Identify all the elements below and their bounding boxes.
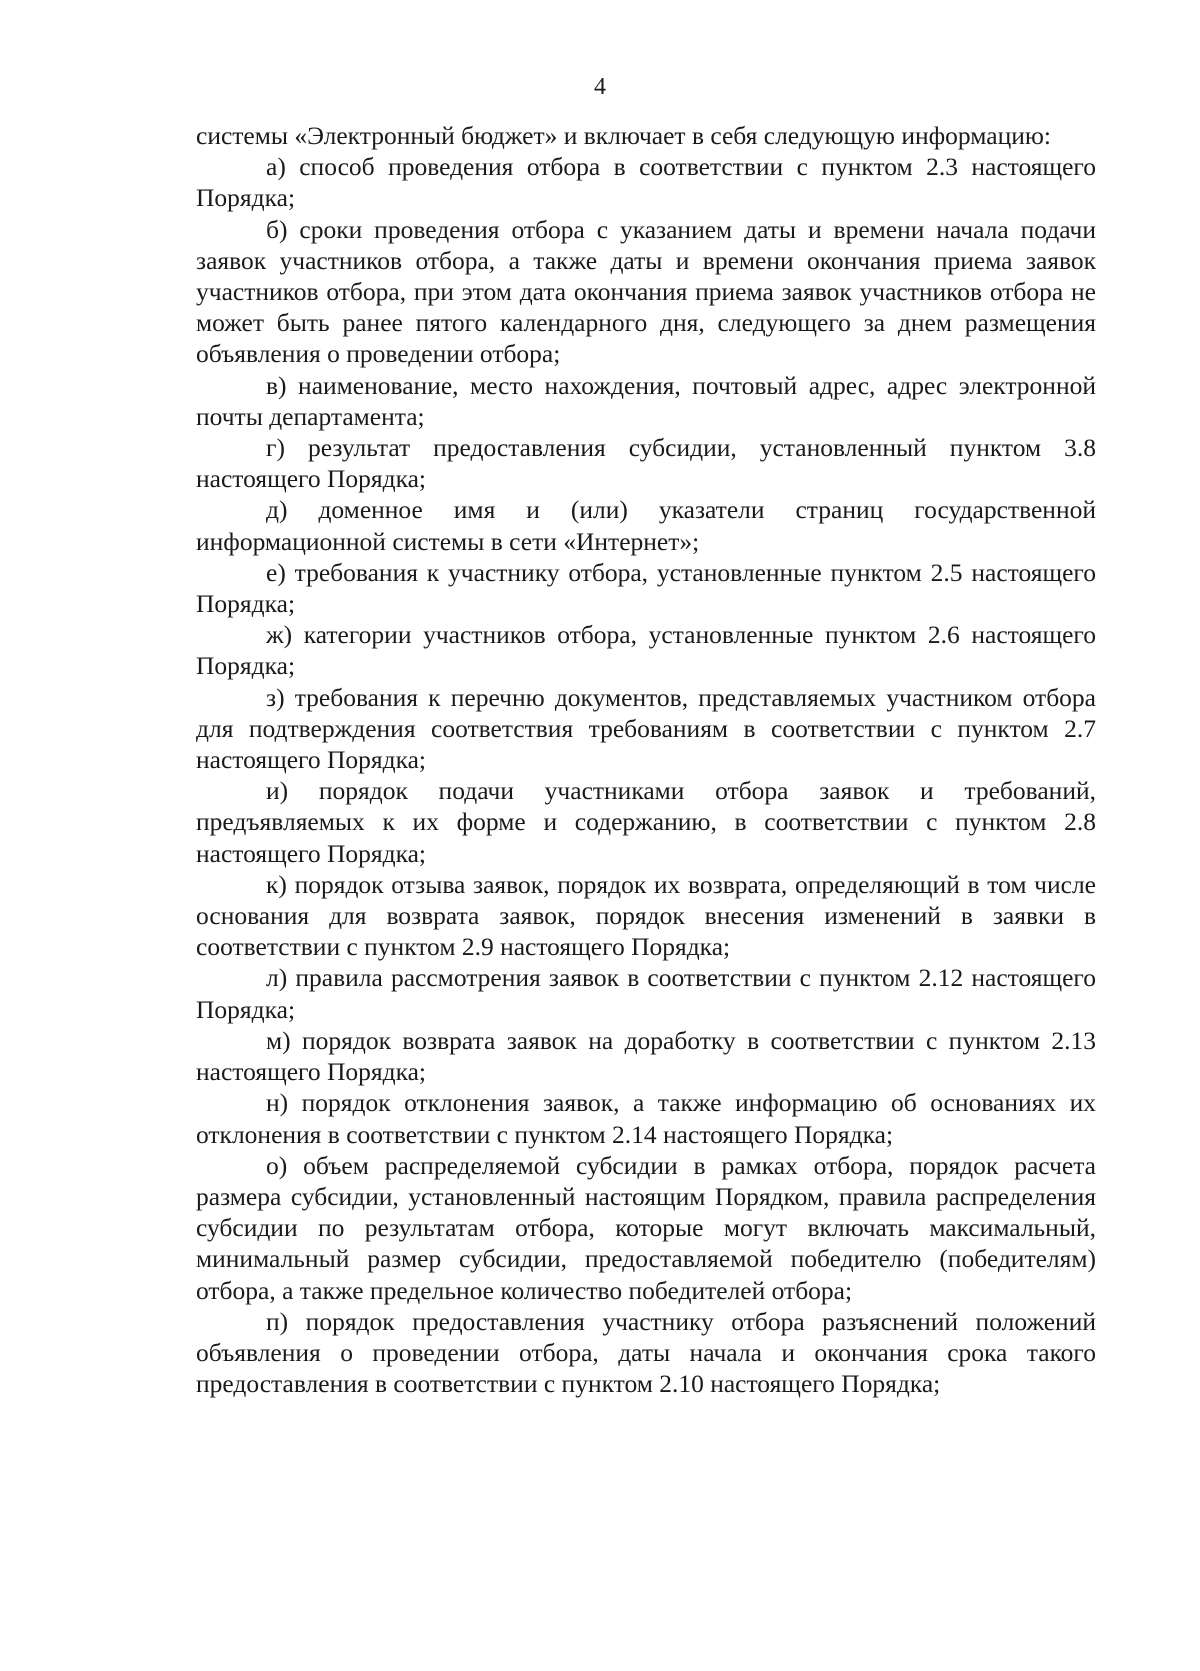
intro-paragraph: системы «Электронный бюджет» и включает в себя следующую информацию: [196, 121, 1051, 150]
list-item-k: к) порядок отзыва заявок, порядок их возврата, определяющий в том числе основания для возврата заявок, порядок внесения изменений в заявки в соответствии с пунктом 2.9 настоящего Порядка; [196, 869, 1096, 962]
list-item-g: г) результат предоставления субсидии, установленный пунктом 3.8 настоящего Порядка; [196, 433, 1096, 494]
list-item-d: д) доменное имя и (или) указатели страниц государственной информационной системы в сети «Интернет»; [196, 495, 1096, 556]
list-item-z: з) требования к перечню документов, представляемых участником отбора для подтверждения соответствия требованиям в соответствии с пунктом 2.7 настоящего Порядка; [196, 682, 1096, 775]
list-item-v: в) наименование, место нахождения, почтовый адрес, адрес электронной почты департамента; [196, 370, 1096, 431]
list-item-a: а) способ проведения отбора в соответствии с пунктом 2.3 настоящего Порядка; [196, 152, 1096, 213]
document-body [196, 120, 1096, 1399]
list-item-l: л) правила рассмотрения заявок в соответствии с пунктом 2.12 настоящего Порядка; [196, 963, 1096, 1024]
page-number: 4 [594, 74, 606, 100]
list-item-n: н) порядок отклонения заявок, а также информацию об основаниях их отклонения в соответствии с пунктом 2.14 настоящего Порядка; [196, 1088, 1096, 1149]
list-item-o: о) объем распределяемой субсидии в рамках отбора, порядок расчета размера субсидии, установленный настоящим Порядком, правила распределения субсидии по результатам отбора, которые могут включать максимальный, минимальный размер субсидии, предоставляемой победителю (победителям) отбора, а также предельное количество победителей отбора; [196, 1150, 1096, 1305]
list-item-p: п) порядок предоставления участнику отбора разъяснений положений объявления о проведении отбора, даты начала и окончания срока такого предоставления в соответствии с пунктом 2.10 настоящего Порядка; [196, 1306, 1096, 1399]
list-item-e: е) требования к участнику отбора, установленные пунктом 2.5 настоящего Порядка; [196, 557, 1096, 619]
list-item-b: б) сроки проведения отбора с указанием даты и времени начала подачи заявок участников отбора, а также даты и времени окончания приема заявок участников отбора, при этом дата окончания приема заявок участников отбора не может быть ранее пятого календарного дня, следующего за днем размещения объявления о проведении отбора; [196, 214, 1096, 369]
list-item-m: м) порядок возврата заявок на доработку в соответствии с пунктом 2.13 настоящего Порядка; [196, 1025, 1096, 1087]
list-item-zh: ж) категории участников отбора, установленные пунктом 2.6 настоящего Порядка; [196, 620, 1096, 681]
list-item-i: и) порядок подачи участниками отбора заявок и требований, предъявляемых к их форме и содержанию, в соответствии с пунктом 2.8 настоящего Порядка; [196, 776, 1096, 868]
